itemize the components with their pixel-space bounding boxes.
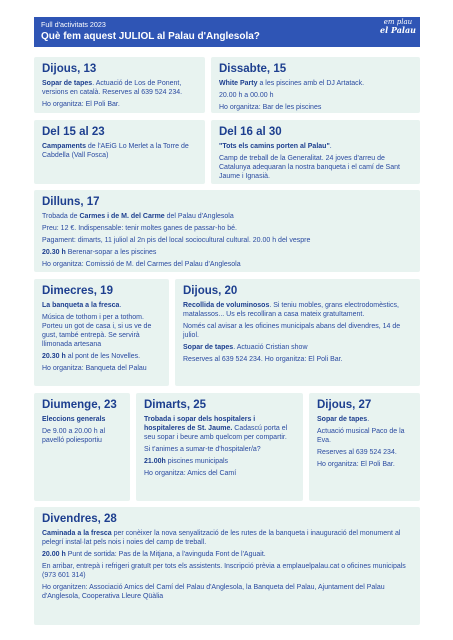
- event-line: [144, 457, 295, 466]
- event-text: de l'AEiG Lo Merlet a la Torre de Cabdella (Vall Fosca): [42, 143, 189, 159]
- event-line: [42, 562, 412, 580]
- event-text: . Si teniu mobles, grans electrodomèstics, matalassos... Us els recolliran a casa mateix gratuïtament.: [183, 302, 399, 318]
- event-card: [136, 393, 303, 501]
- event-text: Música de tothom i per a tothom. Porteu un got de casa i, si us ve de gust, també entrepà. Se servirà llimonada artesana: [42, 314, 152, 348]
- event-line: [42, 142, 197, 160]
- event-card: [211, 120, 420, 184]
- event-day: Del 16 al 30: [219, 126, 282, 138]
- event-highlight: Trobada i sopar dels hospitalers i hospitaleres de St. Jaume.: [144, 416, 256, 432]
- event-card: [34, 190, 420, 272]
- event-highlight: 20.30 h: [42, 249, 66, 256]
- header-title: Què fem aquest JULIOL al Palau d'Anglesola?: [41, 31, 260, 42]
- event-highlight: 20.30 h: [42, 353, 66, 360]
- event-text: Ho organitza: Bar de les piscines: [219, 104, 322, 111]
- event-line: [42, 100, 197, 109]
- event-text: del Palau d'Anglesola: [164, 213, 234, 220]
- event-text: Ho organitzen: Associació Amics del Camí del Palau d'Anglesola, la Banqueta del Palau, Ajuntament del Palau d'Anglesola, Cooperativa Lleure Qüàlia: [42, 584, 385, 600]
- event-day: Del 15 al 23: [42, 126, 105, 138]
- event-line: [317, 415, 412, 424]
- event-text: 20.00 h a 00.00 h: [219, 92, 274, 99]
- event-line: [219, 142, 412, 151]
- event-text: Punt de sortida: Pas de la Mitjana, a l'avinguda Font de l'Aguait.: [65, 551, 266, 558]
- event-day: Dijous, 27: [317, 399, 372, 411]
- event-line: [42, 212, 412, 221]
- event-line: [42, 352, 161, 361]
- event-line: [42, 583, 412, 601]
- event-day: Dissabte, 15: [219, 63, 287, 75]
- event-highlight: Sopar de tapes: [183, 344, 234, 351]
- event-card: [34, 57, 205, 113]
- event-line: [183, 301, 412, 319]
- event-line: [219, 79, 412, 88]
- event-day: Divendres, 28: [42, 513, 117, 525]
- event-text: Cadascú porta el seu sopar i beure amb quelcom per compartir.: [144, 425, 288, 441]
- event-text: piscines municipals: [165, 458, 229, 465]
- event-line: [317, 427, 412, 445]
- event-line: [42, 260, 412, 269]
- event-text: al pont de les Novelles.: [65, 353, 141, 360]
- event-line: [144, 445, 295, 454]
- event-highlight: Sopar de tapes: [317, 416, 368, 423]
- logo-line-2: el Palau: [380, 25, 416, 35]
- event-line: [42, 313, 161, 349]
- event-text: Ho organitza: Amics del Camí: [144, 470, 237, 477]
- event-line: [42, 364, 161, 373]
- event-line: [42, 79, 197, 97]
- event-text: Ho organitza: El Poli Bar.: [317, 461, 395, 468]
- event-line: [317, 460, 412, 469]
- event-highlight: La banqueta a la fresca: [42, 302, 120, 309]
- event-text: per conèixer la nova senyalització de les rutes de la banqueta i inauguració del monument al pelegrí instal·lat pels nois i noies del camp de treball.: [42, 530, 401, 546]
- event-line: [144, 415, 295, 442]
- event-highlight: 20.00 h: [42, 551, 66, 558]
- event-line: [42, 224, 412, 233]
- event-text: Ho organitza: Comissió de M. del Carmes del Palau d'Anglesola: [42, 261, 241, 268]
- event-line: [144, 469, 295, 478]
- event-day: Dimarts, 25: [144, 399, 207, 411]
- event-line: [219, 91, 412, 100]
- event-highlight: Campaments: [42, 143, 86, 150]
- event-text: . Actuació Cristian show: [233, 344, 308, 351]
- event-card: [309, 393, 420, 501]
- event-line: [219, 154, 412, 181]
- event-highlight: "Tots els camins porten al Palau": [219, 143, 330, 150]
- event-line: [42, 529, 412, 547]
- event-line: [219, 103, 412, 112]
- em-plau-logo: [380, 18, 416, 42]
- event-card: [34, 393, 130, 501]
- event-card: [211, 57, 420, 113]
- event-line: [42, 427, 122, 445]
- event-text: a les piscines amb el DJ Artatack.: [257, 80, 365, 87]
- event-day: Diumenge, 23: [42, 399, 117, 411]
- event-text: De 9.00 a 20.00 h al pavelló poliesportiu: [42, 428, 106, 444]
- event-highlight: Caminada a la fresca: [42, 530, 112, 537]
- event-highlight: Eleccions generals: [42, 416, 106, 423]
- event-card: [34, 120, 205, 184]
- event-card: [34, 507, 420, 625]
- event-text: Actuació musical Paco de la Eva.: [317, 428, 405, 444]
- event-day: Dimecres, 19: [42, 285, 113, 297]
- event-line: [42, 248, 412, 257]
- logo-line-1: em plau: [383, 18, 413, 26]
- event-highlight: Carmes i de M. del Carme: [79, 213, 165, 220]
- event-line: [317, 448, 412, 457]
- event-text: Trobada de: [42, 213, 80, 220]
- event-line: [183, 322, 412, 340]
- event-text: En arribar, entrepà i refrigeri gratuït per tots els assistents. Inscripció prèvia a emplauelpalau.cat o oficines municipals (973 601 314): [42, 563, 406, 579]
- event-text: Reserves al 639 524 234. Ho organitza: El Poli Bar.: [183, 356, 343, 363]
- event-text: .: [119, 302, 122, 309]
- event-day: Dijous, 13: [42, 63, 97, 75]
- event-line: [183, 355, 412, 364]
- event-highlight: Recollida de voluminosos: [183, 302, 270, 309]
- event-day: Dilluns, 17: [42, 196, 100, 208]
- event-card: [175, 279, 420, 386]
- event-highlight: 21.00h: [144, 458, 166, 465]
- event-text: Ho organitza: Banqueta del Palau: [42, 365, 147, 372]
- event-line: [183, 343, 412, 352]
- event-text: Si t'animes a sumar-te d'hospitaler/a?: [144, 446, 261, 453]
- event-line: [42, 236, 412, 245]
- event-text: Berenar-sopar a les piscines: [65, 249, 157, 256]
- event-text: Pagament: dimarts, 11 juliol al 2n pis del local sociocultural cultural. 20.00 h del vespre: [42, 237, 311, 244]
- event-highlight: Sopar de tapes: [42, 80, 93, 87]
- event-line: [42, 415, 122, 424]
- event-text: Camp de treball de la Generalitat. 24 joves d'arreu de Catalunya adequaran la nostra banqueta i el camí de Sant Jaume i Ignasià.: [219, 155, 400, 180]
- event-text: Només cal avisar a les oficines municipals abans del divendres, 14 de juliol.: [183, 323, 401, 339]
- event-text: Ho organitza: El Poli Bar.: [42, 101, 120, 108]
- event-text: Reserves al 639 524 234.: [317, 449, 397, 456]
- event-line: [42, 301, 161, 310]
- event-text: Preu: 12 €. Indispensable: tenir moltes ganes de passar-ho bé.: [42, 225, 237, 232]
- event-card: [34, 279, 169, 386]
- event-day: Dijous, 20: [183, 285, 238, 297]
- event-text: .: [329, 143, 332, 150]
- header-subtitle: Full d'activitats 2023: [41, 20, 106, 29]
- event-text: .: [367, 416, 370, 423]
- event-highlight: White Party: [219, 80, 258, 87]
- event-text: . Actuació de Los de Ponent, versions en català. Reserves al 639 524 234.: [42, 80, 183, 96]
- event-line: [42, 550, 412, 559]
